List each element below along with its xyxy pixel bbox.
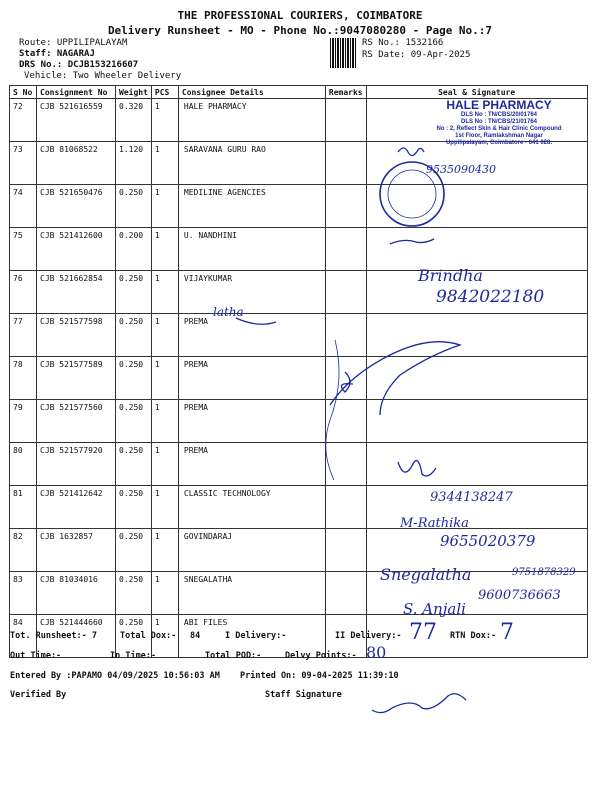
cell-weight: 0.250 xyxy=(116,443,152,486)
entered-by: Entered By :PAPAMO 04/09/2025 10:56:03 AM xyxy=(10,671,220,681)
cell-pcs: 1 xyxy=(151,99,178,142)
cell-sno: 73 xyxy=(10,142,37,185)
signature-row-73 xyxy=(398,148,424,156)
cell-sno: 79 xyxy=(10,400,37,443)
col-consignment: Consignment No xyxy=(37,86,116,99)
total-dox-value: 84 xyxy=(190,631,201,641)
cell-sno: 80 xyxy=(10,443,37,486)
hw-name-row76: Brindha xyxy=(418,266,483,285)
cell-consignment: CJB 521577589 xyxy=(37,357,116,400)
cell-consignee: PREMA xyxy=(178,357,325,400)
cell-consignee: HALE PHARMACY xyxy=(178,99,325,142)
cell-weight: 0.250 xyxy=(116,314,152,357)
cell-sno: 77 xyxy=(10,314,37,357)
cell-consignee: VIJAYKUMAR xyxy=(178,271,325,314)
cell-consignment: CJB 81034016 xyxy=(37,572,116,615)
cell-pcs: 1 xyxy=(151,400,178,443)
cell-consignee: GOVINDARAJ xyxy=(178,529,325,572)
cell-consignee: MEDILINE AGENCIES xyxy=(178,185,325,228)
cell-sno: 84 xyxy=(10,615,37,658)
signature-row-75 xyxy=(390,239,434,244)
stamp-addr3: Uppilipalayam, Coimbatore - 641 028. xyxy=(445,140,553,146)
cell-consignee: U. NANDHINI xyxy=(178,228,325,271)
cell-consignment: CJB 521650476 xyxy=(37,185,116,228)
cell-weight: 0.250 xyxy=(116,357,152,400)
cell-weight: 0.320 xyxy=(116,99,152,142)
cell-weight: 0.250 xyxy=(116,529,152,572)
drs-number: DRS No.: DCJB153216607 xyxy=(19,60,139,70)
cell-consignee: PREMA xyxy=(178,314,325,357)
cell-weight: 0.250 xyxy=(116,185,152,228)
margin-stroke xyxy=(326,340,339,480)
i-delivery-label: I Delivery:- xyxy=(225,631,287,641)
stamp-dls1: DLS No : TN/CBS/20/01764 xyxy=(460,112,538,118)
rs-date: RS Date: 09-Apr-2025 xyxy=(362,50,471,60)
cell-consignment: CJB 521412600 xyxy=(37,228,116,271)
cell-sno: 78 xyxy=(10,357,37,400)
cell-sno: 81 xyxy=(10,486,37,529)
staff-signature-label: Staff Signature xyxy=(265,690,342,700)
cell-sno: 83 xyxy=(10,572,37,615)
document-subtitle: Delivery Runsheet - MO - Phone No.:9047080280 - Page No.:7 xyxy=(107,24,493,37)
hw-phone-row81: 9344138247 xyxy=(430,490,513,505)
hw-phone-row73: 9535090430 xyxy=(426,163,496,176)
cell-weight: 0.250 xyxy=(116,615,152,658)
cell-pcs: 1 xyxy=(151,228,178,271)
hw-phone2-row83: 9600736663 xyxy=(478,588,561,603)
out-time-label: Out Time:- xyxy=(10,651,62,661)
cell-pcs: 1 xyxy=(151,615,178,658)
cell-consignee: PREMA xyxy=(178,400,325,443)
hw-note-row77: latha xyxy=(213,305,244,319)
cell-weight: 0.200 xyxy=(116,228,152,271)
hw-name-row84: S. Anjali xyxy=(403,600,466,618)
col-pcs: PCS xyxy=(151,86,178,99)
delvy-points-label: Delvy Points:- xyxy=(285,651,357,661)
cell-pcs: 1 xyxy=(151,142,178,185)
staff-signature-ink xyxy=(372,694,466,713)
hw-name-row82: M-Rathika xyxy=(400,516,469,531)
hw-delvy-points: 80 xyxy=(366,643,387,662)
cell-consignee: CLASSIC TECHNOLOGY xyxy=(178,486,325,529)
cell-sno: 74 xyxy=(10,185,37,228)
cell-weight: 0.250 xyxy=(116,486,152,529)
cell-consignment: CJB 521444660 xyxy=(37,615,116,658)
in-time-label: In Time:- xyxy=(110,651,157,661)
signature-row-79-mark xyxy=(341,372,353,392)
cell-consignment: CJB 521662854 xyxy=(37,271,116,314)
cell-pcs: 1 xyxy=(151,271,178,314)
cell-pcs: 1 xyxy=(151,486,178,529)
cell-sno: 75 xyxy=(10,228,37,271)
cell-consignment: CJB 1632857 xyxy=(37,529,116,572)
cell-sno: 82 xyxy=(10,529,37,572)
document-title: THE PROFESSIONAL COURIERS, COIMBATORE xyxy=(177,9,423,22)
rtn-dox-label: RTN Dox:- xyxy=(450,631,497,641)
staff-label: Staff: NAGARAJ xyxy=(19,49,95,59)
cell-pcs: 1 xyxy=(151,443,178,486)
tot-runsheet: Tot. Runsheet:- 7 xyxy=(10,631,97,641)
cell-pcs: 1 xyxy=(151,314,178,357)
cell-consignment: CJB 521577598 xyxy=(37,314,116,357)
cell-sno: 72 xyxy=(10,99,37,142)
cell-consignee: PREMA xyxy=(178,443,325,486)
stamp-name: HALE PHARMACY xyxy=(446,98,552,112)
total-pod-label: Total POD:- xyxy=(205,651,262,661)
cell-consignment: CJB 521412642 xyxy=(37,486,116,529)
hw-phone-row82: 9655020379 xyxy=(440,532,536,550)
rs-number: RS No.: 1532166 xyxy=(362,38,444,48)
cell-consignment: CJB 81068522 xyxy=(37,142,116,185)
cell-weight: 0.250 xyxy=(116,271,152,314)
cell-weight: 0.250 xyxy=(116,400,152,443)
cell-sno: 76 xyxy=(10,271,37,314)
hw-rtn-count: 7 xyxy=(500,620,514,645)
hw-delivery-count: 77 xyxy=(409,620,437,645)
stamp-dls2: DLS No : TN/CBS/21/01764 xyxy=(460,119,538,125)
col-consignee: Consignee Details xyxy=(178,86,325,99)
cell-consignee: SNEGALATHA xyxy=(178,572,325,615)
stamp-addr2: 1st Floor, Ramlakshman Nagar xyxy=(455,133,543,139)
cell-consignment: CJB 521577560 xyxy=(37,400,116,443)
cell-consignment: CJB 521616559 xyxy=(37,99,116,142)
signature-row-81 xyxy=(398,461,436,476)
hw-name-row83: Snegalatha xyxy=(380,565,472,584)
hw-phone1-row83: 9751878329 xyxy=(512,567,576,578)
cell-pcs: 1 xyxy=(151,185,178,228)
route-label: Route: UPPILIPALAYAM xyxy=(19,38,128,48)
cell-consignee: ABI FILES xyxy=(178,615,325,658)
stamp-addr1: No : 2, Reflect Skin & Hair Clinic Compound xyxy=(436,126,562,132)
verified-by: Verified By xyxy=(10,690,67,700)
col-weight: Weight xyxy=(116,86,152,99)
cell-pcs: 1 xyxy=(151,572,178,615)
cell-weight: 1.120 xyxy=(116,142,152,185)
printed-on: Printed On: 09-04-2025 11:39:10 xyxy=(240,671,399,681)
ii-delivery-label: II Delivery:- xyxy=(335,631,402,641)
cell-consignment: CJB 521577920 xyxy=(37,443,116,486)
cell-pcs: 1 xyxy=(151,529,178,572)
cell-pcs: 1 xyxy=(151,357,178,400)
hw-phone-row76: 9842022180 xyxy=(436,287,545,307)
cell-weight: 0.250 xyxy=(116,572,152,615)
col-sno: S No xyxy=(10,86,37,99)
col-remarks: Remarks xyxy=(325,86,366,99)
cell-consignee: SARAVANA GURU RAO xyxy=(178,142,325,185)
total-dox-label: Total Dox:- xyxy=(120,631,177,641)
col-signature: Seal & Signature xyxy=(366,86,587,99)
vehicle-label: Vehicle: Two Wheeler Delivery xyxy=(24,71,182,81)
